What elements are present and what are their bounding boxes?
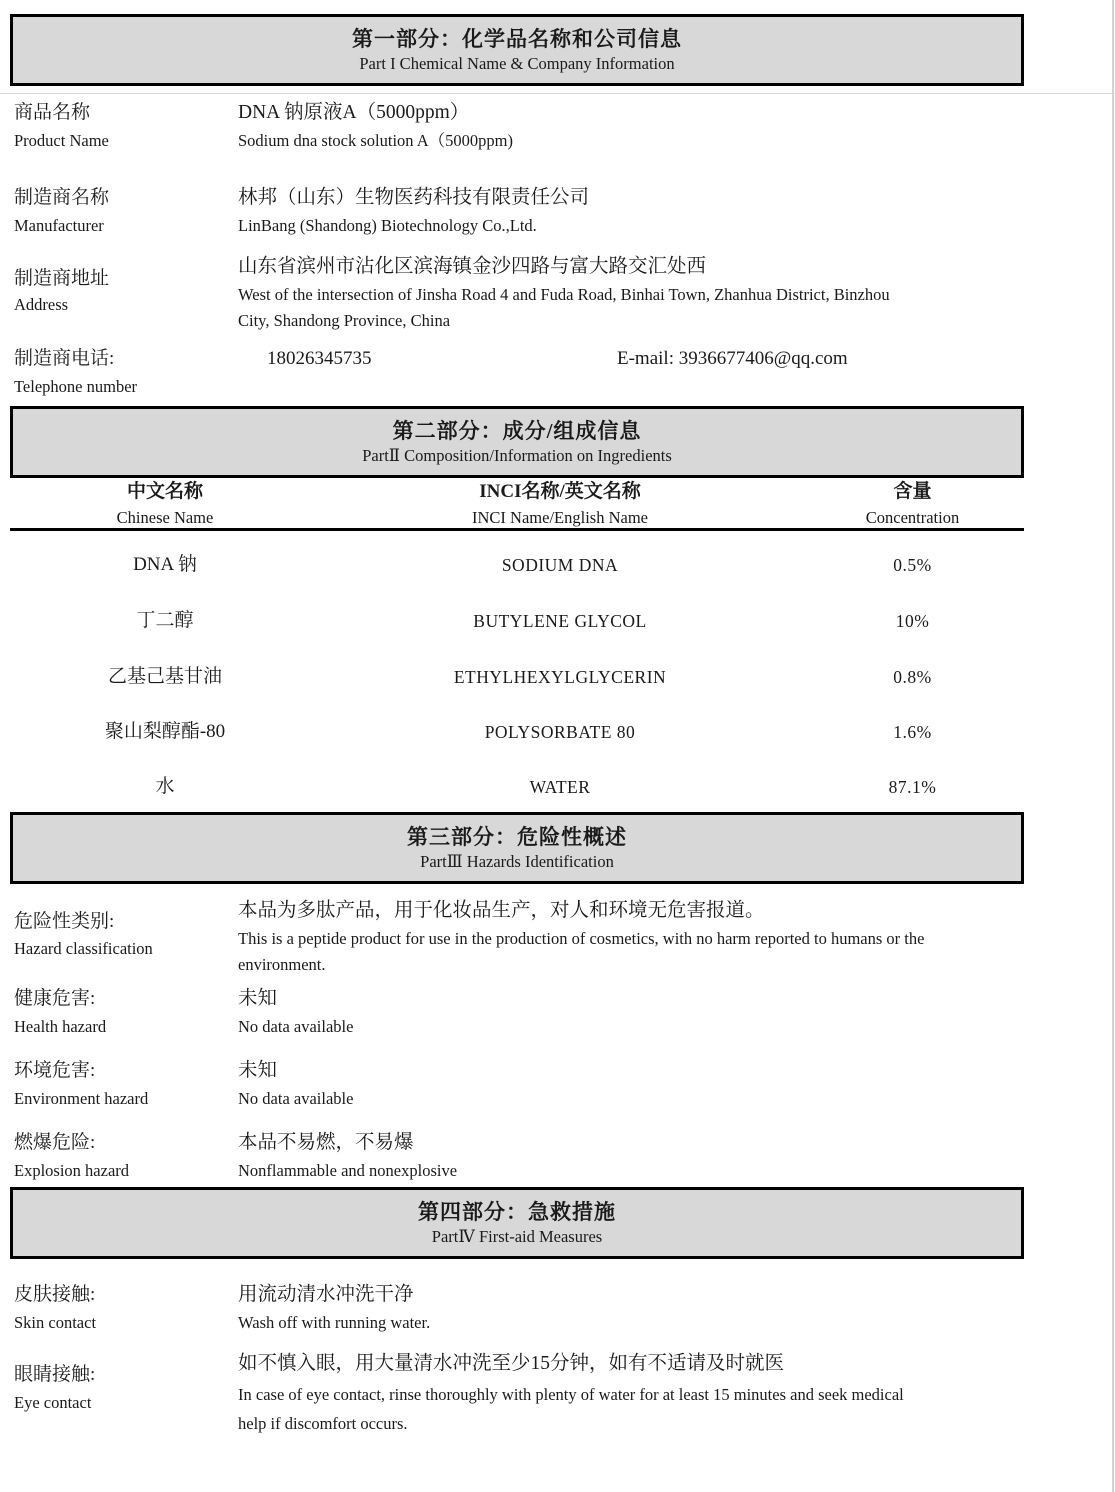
product-name-label-cn: 商品名称 [14,102,91,123]
hazard-classification-value: 本品为多肽产品，用于化妆品生产，对人和环境无危害报道。 This is a peptide product for use in the production of cosmetics, with no harm reported to humans or the environment. [238,900,925,974]
part2-title-en: PartⅡ Composition/Information on Ingredients [362,446,672,465]
table-header-rule [10,528,1024,531]
section-header-part4 [10,1187,1024,1259]
telephone-label [14,344,229,400]
column-concentration: 含量 Concentration [865,481,960,527]
address-value-en: West of the intersection of Jinsha Road 4 and Fuda Road, Binhai Town, Zhanhua District, Binzhou City, Shandong Province, China [238,285,890,330]
health-hazard-label: 健康危害: Health hazard [14,988,107,1036]
product-name-label [14,98,229,154]
part1-title-cn: 第一部分：化学品名称和公司信息 [352,27,682,51]
part1-title-en: Part I Chemical Name & Company Information [359,54,675,73]
product-name-value-en: Sodium dna stock solution A（5000ppm) [238,131,514,150]
manufacturer-label-en: Manufacturer [14,216,104,235]
column-inci-name: INCI名称/英文名称 INCI Name/English Name [472,481,648,527]
part2-title-cn: 第二部分：成分/组成信息 [392,419,642,443]
part4-title-en: PartⅣ First-aid Measures [431,1227,603,1246]
manufacturer-label-cn: 制造商名称 [14,187,110,208]
eye-contact-label: 眼睛接触: Eye contact [14,1364,96,1412]
telephone-number: 18026345735 [267,348,372,369]
address-label-cn: 制造商地址 [14,268,110,289]
address-value [238,252,1028,334]
address-label-en: Address [14,295,69,314]
email-value: E-mail: 3936677406@qq.com [617,348,848,369]
environment-hazard-label: 环境危害: Environment hazard [14,1060,149,1108]
product-name-value [238,98,1028,154]
part3-title-cn: 第三部分：危险性概述 [407,825,627,849]
manufacturer-label [14,183,229,239]
address-value-cn: 山东省滨州市沾化区滨海镇金沙四路与富大路交汇处西 [238,256,707,277]
part4-title-cn: 第四部分：急救措施 [418,1200,616,1224]
section-header-part2 [10,406,1024,478]
part3-title-en: PartⅢ Hazards Identification [420,852,614,871]
section-header-part1 [10,14,1024,86]
column-chinese-name: 中文名称 Chinese Name [116,481,214,527]
explosion-hazard-value: 本品不易燃，不易爆 Nonflammable and nonexplosive [238,1132,458,1180]
skin-contact-label: 皮肤接触: Skin contact [14,1284,97,1332]
manufacturer-value [238,183,1028,239]
eye-contact-value: 如不慎入眼，用大量清水冲洗至少15分钟，如有不适请及时就医 In case of eye contact, rinse thoroughly with plenty of water for at least 15 minutes and seek medical help if discomfort occurs. [238,1353,904,1433]
telephone-label-cn: 制造商电话: [14,348,115,369]
header-underline-rule [0,93,1115,94]
section-header-part3 [10,812,1024,884]
health-hazard-value: 未知 No data available [238,988,354,1036]
environment-hazard-value: 未知 No data available [238,1060,354,1108]
skin-contact-value: 用流动清水冲洗干净 Wash off with running water. [238,1284,431,1332]
explosion-hazard-label: 燃爆危险: Explosion hazard [14,1132,130,1180]
address-label [14,252,229,318]
manufacturer-value-cn: 林邦（山东）生物医药科技有限责任公司 [238,187,590,208]
hazard-classification-label: 危险性类别: Hazard classification [14,911,153,958]
telephone-label-en: Telephone number [14,377,138,396]
product-name-value-cn: DNA 钠原液A（5000ppm） [238,102,470,123]
msds-document: 第一部分：化学品名称和公司信息 Part I Chemical Name & Company Information 商品名称 Product Name DNA 钠原液A（5000ppm） Sodium dna stock solution A（5000ppm) 制造商名称 Manufacturer 林邦（山东）生物医药科技有限责任公司 LinBang (Shandong) Biotechnology Co.,Ltd. 制造商地址 Address 山东省滨州市沾化区滨海镇金沙四路与富大路交汇处西 West of the intersection of Jinsha Road 4 and Fuda Road, Binhai Town, Zhanhua District, Binzhou City, Shandong Province, China 制造商电话: Telephone number 18026345735 E-mail: 3936677406@qq.com 第二部分：成分/组成信息 PartⅡ Composition/Information on Ingredients 中文名称 Chinese Name INCI名称/英文名称 INCI Name/English Name 含量 Concentration DNA 钠 SODIUM DNA 0.5% 丁二醇 BUTYLENE GLYCOL 10% 乙基己基甘油 ETHYLHEXYLGLYCERIN 0.8% 聚山梨醇酯-80 POLYSORBATE 80 1.6% 水 WATER 87.1% 第三部分：危险性概述 PartⅢ Hazards Identification 危险性类别: Hazard classification 本品为多肽产品，用于化妆品生产，对人和环境无危害报道。 This is a peptide product for use in the production of cosmetics, with no harm reported to humans or the environment. 健康危害: Health hazard 未知 No data available 环境危害: Environment hazard 未知 No data available 燃爆危险: Explosion hazard 本品不易燃，不易爆 Nonflammable and nonexplosive 第四部分：急救措施 PartⅣ First-aid Measures 皮肤接触: Skin contact 用流动清水冲洗干净 Wash off with running water. 眼睛接触: Eye contact 如不慎入眼，用大量清水冲洗至少15分钟，如有不适请及时就医 In case of eye contact, rinse thoroughly with plenty of water for at least 15 minutes and seek medical help if discomfort occurs. [0,0,1115,1492]
product-name-label-en: Product Name [14,131,109,150]
manufacturer-value-en: LinBang (Shandong) Biotechnology Co.,Ltd. [238,216,537,235]
page-right-edge-line [1112,0,1114,1492]
